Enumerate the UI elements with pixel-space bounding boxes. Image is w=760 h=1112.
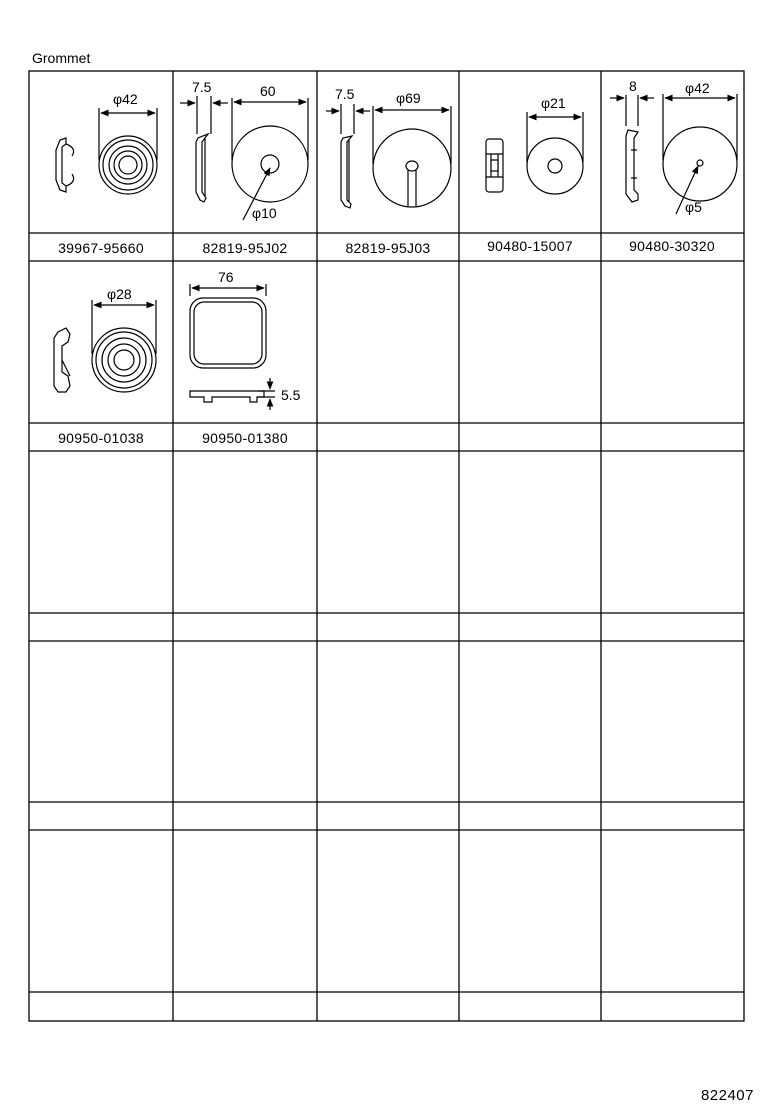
grid-lines [29,71,744,1021]
dim-diameter-1: φ42 [113,91,138,107]
part-number-2: 82819-95J02 [202,240,288,256]
dim-thickness-2: 7.5 [192,79,212,95]
dim-diameter-4: φ21 [541,95,566,111]
dim-height-7: 5.5 [281,387,301,403]
part-number-4: 90480-15007 [487,238,573,254]
part-number-7: 90950-01380 [202,430,288,446]
part-number-6: 90950-01038 [58,430,144,446]
page-title: Grommet [32,50,91,66]
part-number-3: 82819-95J03 [345,240,431,256]
grommet-90480-30320-drawing [610,94,737,214]
dim-diameter-3: φ69 [396,90,421,106]
grommet-90950-01038-drawing [54,300,156,392]
grommet-90950-01380-drawing [190,284,275,410]
part-number-1: 39967-95660 [58,240,144,256]
grommet-82819-95J02-drawing [180,96,308,220]
dim-diameter-5: φ42 [685,80,710,96]
dim-thickness-5: 8 [629,78,637,94]
dim-thickness-3: 7.5 [335,86,355,102]
grommet-39967-95660-drawing [56,108,157,194]
dim-diameter-6: φ28 [107,286,132,302]
dim-hole-2: φ10 [252,205,277,221]
drawing-code: 822407 [700,1087,754,1104]
grommet-90480-15007-drawing [486,112,583,194]
dim-hole-5: φ5 [685,199,702,215]
dim-diameter-2: 60 [260,83,276,99]
part-number-5: 90480-30320 [629,238,715,254]
grommet-82819-95J03-drawing [326,104,451,208]
dim-width-7: 76 [218,269,234,285]
